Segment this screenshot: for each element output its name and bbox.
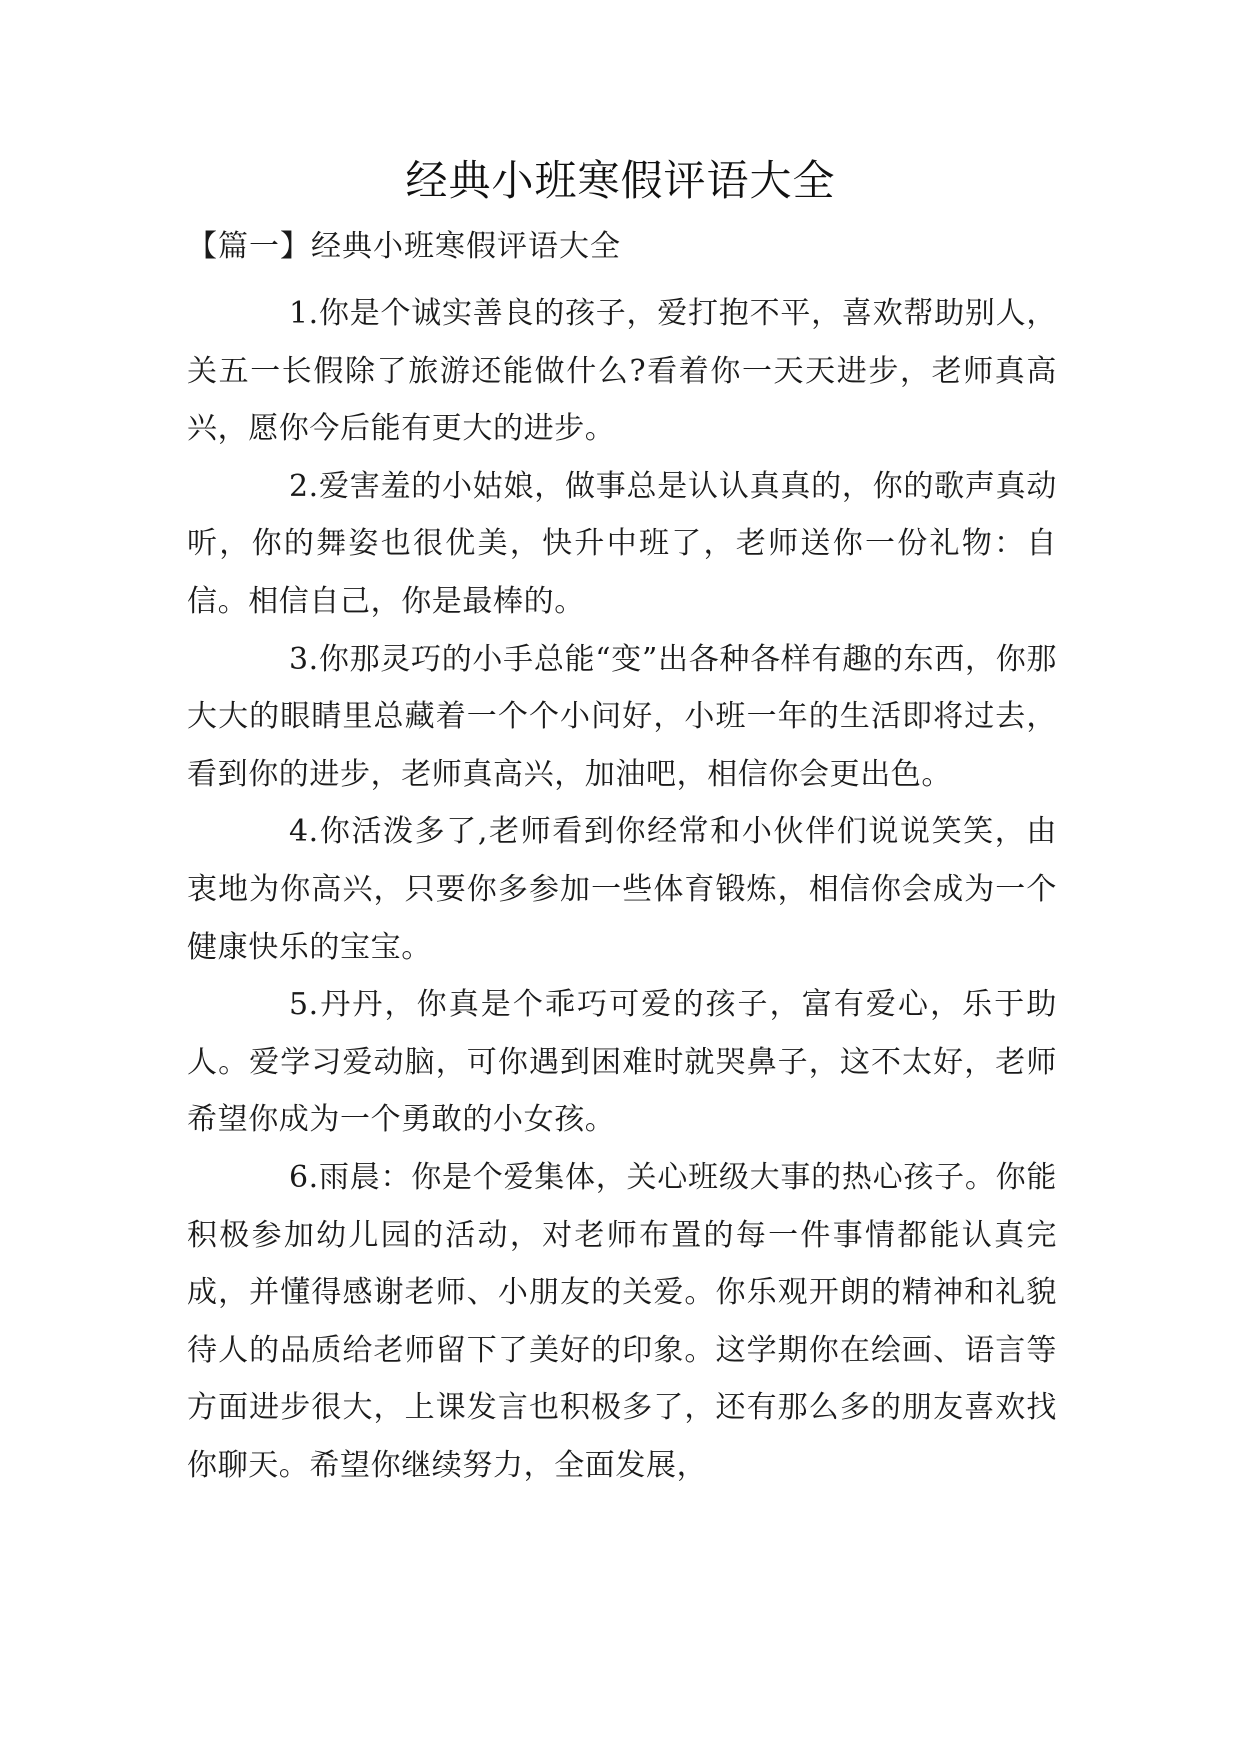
document-body (187, 285, 1057, 1494)
comment-paragraph-2: 2.爱害羞的小姑娘，做事总是认认真真的，你的歌声真动听，你的舞姿也很优美，快升中班了，老师送你一份礼物：自信。相信自己，你是最棒的。 (187, 468, 1057, 619)
comment-paragraph-5: 5.丹丹，你真是个乖巧可爱的孩子，富有爱心，乐于助人。爱学习爱动脑，可你遇到困难时就哭鼻子，这不太好，老师希望你成为一个勇敢的小女孩。 (187, 987, 1057, 1138)
comment-paragraph-3: 3.你那灵巧的小手总能“变”出各种各样有趣的东西，你那大大的眼睛里总藏着一个个小问好，小班一年的生活即将过去，看到你的进步，老师真高兴，加油吧，相信你会更出色。 (187, 641, 1057, 792)
comment-paragraph-6: 6.雨晨：你是个爱集体，关心班级大事的热心孩子。你能积极参加幼儿园的活动，对老师布置的每一件事情都能认真完成，并懂得感谢老师、小朋友的关爱。你乐观开朗的精神和礼貌待人的品质给老师留下了美好的印象。这学期你在绘画、语言等方面进步很大，上课发言也积极多了，还有那么多的朋友喜欢找你聊天。希望你继续努力，全面发展， (187, 1159, 1057, 1483)
document-title: 经典小班寒假评语大全 (405, 156, 836, 205)
comment-paragraph-1: 1.你是个诚实善良的孩子，爱打抱不平，喜欢帮助别人，关五一长假除了旅游还能做什么?看着你一天天进步，老师真高兴，愿你今后能有更大的进步。 (187, 296, 1057, 447)
section-heading: 【篇一】经典小班寒假评语大全 (187, 229, 621, 264)
comment-paragraph-4: 4.你活泼多了,老师看到你经常和小伙伴们说说笑笑，由衷地为你高兴，只要你多参加一些体育锻炼，相信你会成为一个健康快乐的宝宝。 (187, 814, 1057, 965)
